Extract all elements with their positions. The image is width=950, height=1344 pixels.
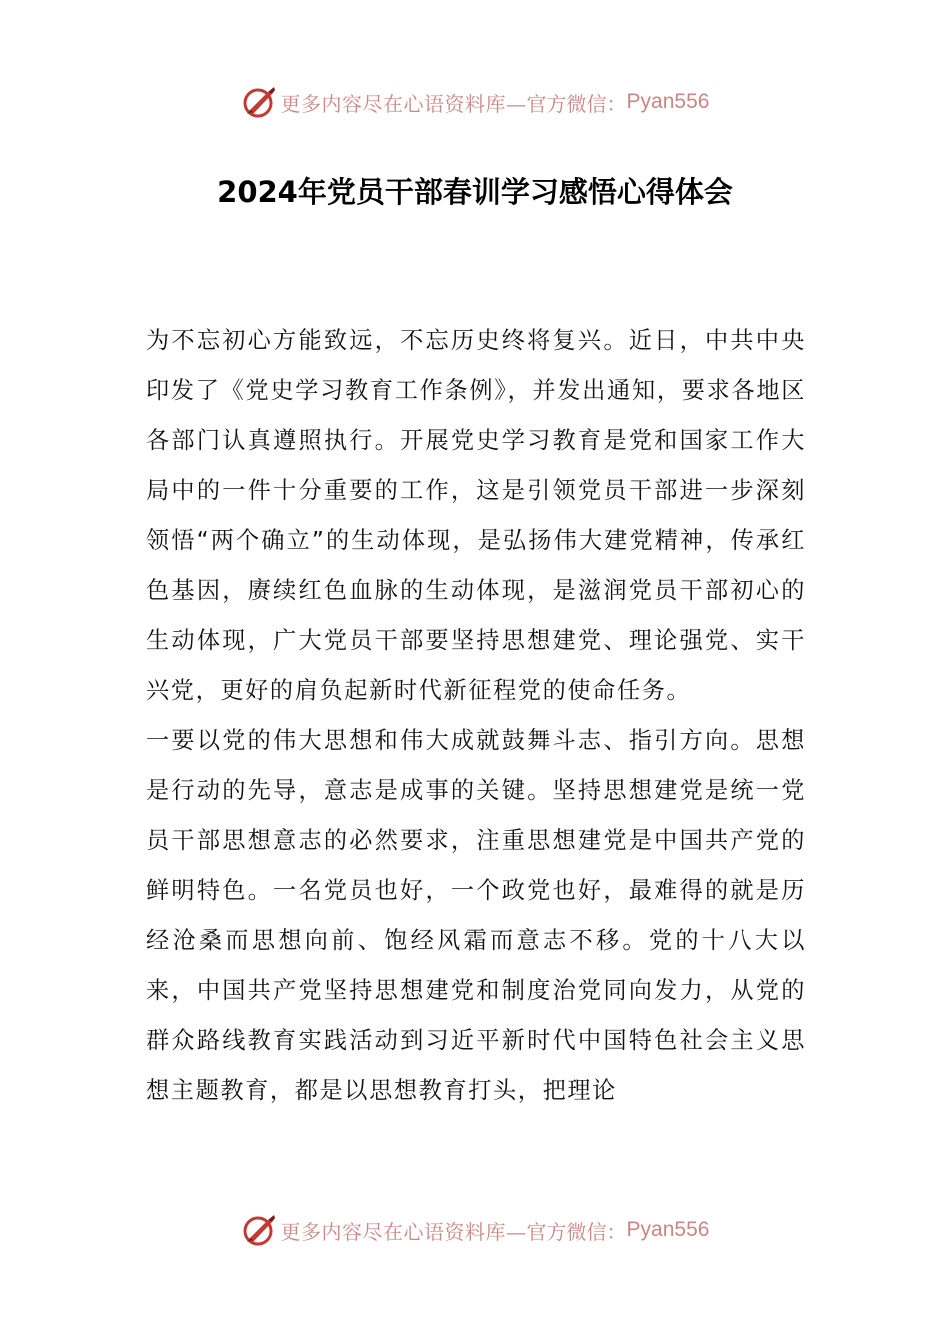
quill-pen-logo-icon (241, 1212, 277, 1248)
banner-wechat-id: Pyan556 (626, 1218, 710, 1241)
banner-text: 更多内容尽在心语资料库— (280, 1219, 527, 1244)
footer-banner (0, 1210, 950, 1250)
paragraph-point-one: 一要以党的伟大思想和伟大成就鼓舞斗志、指引方向。思想是行动的先导，意志是成事的关键。坚持思想建党是统一党员干部思想意志的必然要求，注重思想建党是中国共产党的鲜明特色。一名党员也好，一个政党也好，最难得的就是历经沧桑而思想向前、饱经风霜而意志不移。党的十八大以来，中国共产党坚持思想建党和制度治党同向发力，从党的群众路线教育实践活动到习近平新时代中国特色社会主义思想主题教育，都是以思想教育打头，把理论 (146, 727, 806, 1104)
banner-wechat-label: 官方微信： (526, 1219, 627, 1244)
paragraph-intro: 为不忘初心方能致远，不忘历史终将复兴。近日，中共中央印发了《党史学习教育工作条例》，并发出通知，要求各地区各部门认真遵照执行。开展党史学习教育是党和国家工作大局中的一件十分重要的工作，这是引领党员干部进一步深刻领悟“两个确立”的生动体现，是弘扬伟大建党精神，传承红色基因，赓续红色血脉的生动体现，是滋润党员干部初心的生动体现，广大党员干部要坚持思想建党、理论强党、实干兴党，更好的肩负起新时代新征程党的使命任务。 (146, 327, 806, 704)
quill-pen-logo-icon (241, 84, 277, 120)
banner-wechat-id: Pyan556 (626, 90, 710, 113)
banner-text: 更多内容尽在心语资料库— (280, 91, 527, 116)
document-body (146, 316, 806, 1116)
document-title: 2024年党员干部春训学习感悟心得体会 (217, 175, 733, 209)
banner-wechat-label: 官方微信： (526, 91, 627, 116)
header-banner (0, 82, 950, 122)
